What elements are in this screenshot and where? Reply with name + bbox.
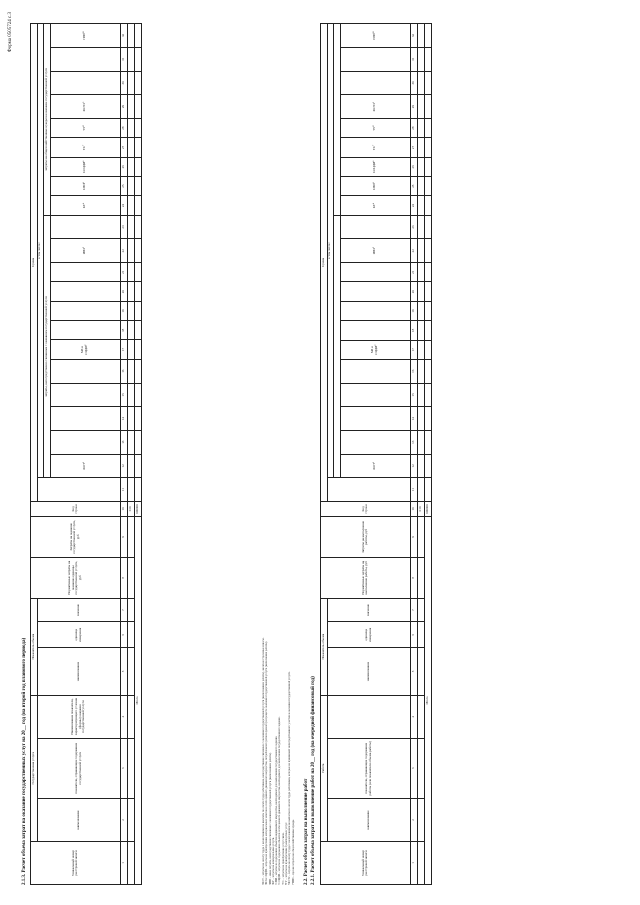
b-head-work: Работа	[321, 695, 328, 841]
b-head-sum: Сумма	[321, 24, 328, 502]
b-head-of-which: в том числе:	[327, 24, 334, 478]
b-head-volume: Показатель объема	[321, 598, 328, 695]
b-head-total-cost: Затраты на выполнение работы, руб	[321, 516, 411, 557]
b-abbr-socdi: СОЦДИ⁶	[340, 157, 410, 176]
table-row-total: Итого 090000	[134, 24, 141, 885]
abbr-us: УС⁷	[50, 138, 120, 157]
b-abbr-sni: СНИ⁵	[340, 177, 410, 196]
b-head-content: показатели, отражающие содержание работы (или показатели объема работы)	[327, 738, 410, 798]
head-needs: затраты на общехозяйственные нужды на оказание государственной услуги	[44, 24, 51, 216]
section-a-table	[30, 23, 142, 885]
head-gu: Государственная услуга	[31, 695, 38, 841]
table-row: 010	[417, 24, 424, 885]
head-direct: затраты, непосредственно связанные с оказанием государственной услуги	[44, 215, 51, 478]
abbr-sni: СНИ⁵	[50, 176, 120, 195]
b-abbr-inz: ИНЗ³	[340, 239, 410, 263]
section-a-title: 2.1.3. Расчет объема затрат на оказание государственных услуг на 20__ год (на второй год планового периода)	[22, 637, 27, 885]
b-vol-value: значение	[327, 598, 410, 622]
head-volume: Показатель объема	[31, 598, 38, 695]
section-b-title1: 2.2. Расчет объема затрат на выполнение работ	[304, 778, 309, 885]
section-b-table	[320, 23, 432, 885]
head-nz: Нормативные затраты на оказание единицы государственной услуги, руб	[31, 557, 121, 598]
table-row: 010	[127, 24, 134, 885]
head-budget-code: Код строки	[31, 501, 121, 516]
b-abbr-fot: ФОТ¹	[340, 454, 410, 478]
b-abbr-mz: МЗ и ОЦДИ²	[340, 340, 410, 359]
head-unique: Уникальный номер реестровой записи	[31, 841, 121, 884]
abbr-pnz: ПНЗ¹⁰	[50, 24, 120, 48]
abbr-tu: ТУ⁸	[50, 118, 120, 137]
b-vol-name: наименование	[327, 648, 410, 695]
head-conditions: Наименование показателя, характеризующего условия (формы) оказания государственной услуги	[37, 695, 120, 738]
head-sum: Сумма	[31, 24, 38, 502]
head-content: показатели, отражающие содержание государственной услуги	[37, 738, 120, 798]
b-head-unique: Уникальный номер реестровой записи	[321, 841, 411, 884]
b-abbr-tu: ТУ⁸	[340, 118, 410, 137]
abbr-fot2: ФОТ2⁹	[50, 95, 120, 119]
b-head-code: Код строки	[321, 501, 411, 516]
abbr-inz: ИНЗ³	[50, 239, 120, 263]
head-name: наименование	[37, 798, 120, 841]
b-abbr-ku: КУ⁴	[340, 196, 410, 215]
form-code: Форма 0505724 с.3	[8, 12, 13, 53]
abbr-ku: КУ⁴	[50, 196, 120, 215]
abbr-mz: МЗ и ОЦДИ²	[50, 340, 120, 359]
col-numbers-b: 1 2 3 4 5 6 7 8 9 10 11 12 13 14 15 16 17 18 19 20 21 22 23 24 25 26 27 28 29 30 31 32	[410, 24, 417, 885]
b-vol-unit: единица измерения	[327, 622, 410, 648]
b-abbr-fot2: ФОТ2⁹	[340, 95, 410, 119]
col-numbers-a: 1 2 3 4 5 6 7 8 9 10 11 12 13 14 15 16 17 18 19 20 21 22 23 24 25 26 27 28 29 30 31 32	[120, 24, 127, 885]
head-of-which: в том числе:	[37, 24, 44, 478]
abbr-socdi: СОЦДИ⁶	[50, 157, 120, 176]
b-abbr-us: УС⁷	[340, 138, 410, 157]
head-total-cost: Затраты на оказание государственной услуги, руб	[31, 516, 121, 557]
table-row-total: Итого 090000	[424, 24, 431, 885]
abbr-fot: ФОТ¹	[50, 454, 120, 478]
head-vol-unit: единица измерения	[37, 622, 120, 648]
section-b-title2: 2.2.1. Расчет объема затрат на выполнение работ на 20__ год (на очередной финансовый год)	[311, 676, 316, 885]
b-abbr-pnz: ПНЗ¹⁰	[340, 24, 410, 48]
footnotes: ¹ФОТ – затраты на оплату труда с начислениями на выплаты по оплате труда работников, непосредственно связанных с оказанием государственной услуги (выполнением работы), включая страховые взносы. ²МЗ и ОЦДИ – затраты на приобретение материальных запасов и особо ценного движимого имущества, потребляемого (используемого) в процессе оказания государственной услуги (выполнения работы). ³ИНЗ – иные затраты, непосредственно связанные с оказанием государственной услуги (выполнением работы). ⁴КУ – затраты на коммунальные услуги. ⁵СНИ – затраты на содержание объектов недвижимого имущества, необходимого для выполнения государственного задания. ⁶СОЦДИ – затраты на содержание объектов особо ценного движимого имущества, необходимого для выполнения государственного задания. ⁷УС – затраты на приобретение услуг связи. ⁸ТУ – затраты на приобретение транспортных услуг. ⁹ФОТ2 – затраты на оплату труда с начислениями на выплаты по оплате труда работников, которые не принимают непосредственного участия в оказании государственной услуги. ¹⁰ПНЗ – прочие затраты на общехозяйственные нужды.	[262, 637, 295, 885]
b-head-norm: Нормативные затраты на выполнение работы, руб	[321, 557, 411, 598]
head-vol-value: значение	[37, 598, 120, 622]
b-head-name: наименование	[327, 798, 410, 841]
head-vol-name: наименование	[37, 648, 120, 695]
